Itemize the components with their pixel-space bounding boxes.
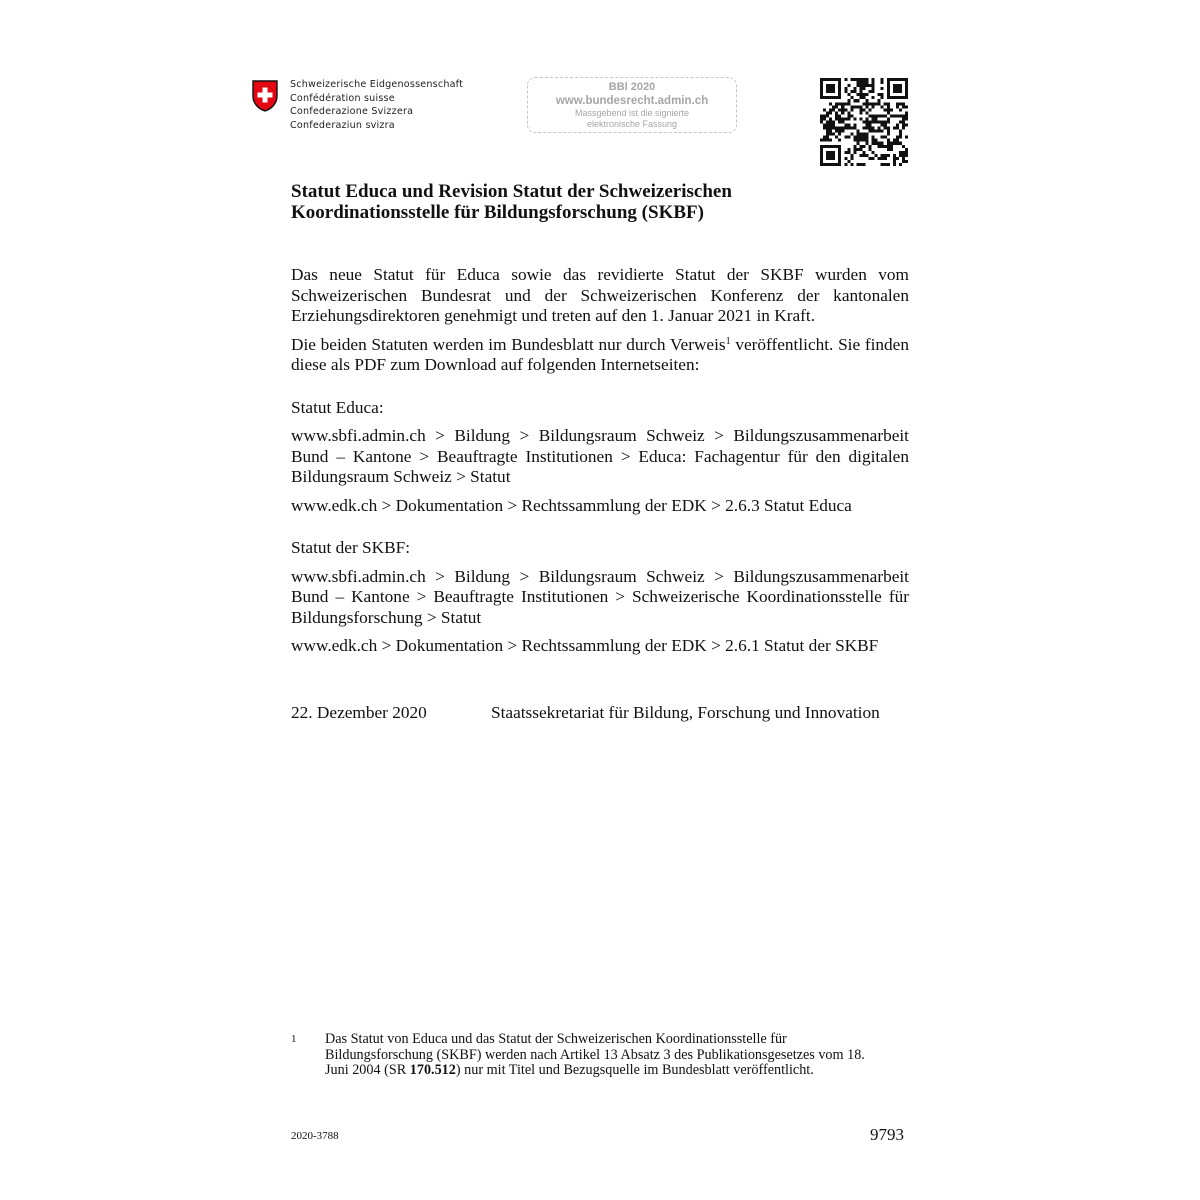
document-title	[291, 181, 911, 223]
paragraph-publication	[291, 335, 909, 376]
footnote	[291, 1032, 911, 1079]
confederation-line-it: Confederazione Svizzera	[290, 106, 414, 117]
issuing-authority: Staatssekretariat für Bildung, Forschung und Innovation	[491, 702, 880, 722]
qr-code-icon	[820, 78, 908, 166]
confederation-name-lines	[290, 78, 463, 132]
footnote-text-start: Das Statut von Educa und das Statut der Schweizerischen Koordinationsstelle für Bildungsforschung (SKBF) werden nach Artikel 13 Absatz 3 des Publikationsgesetzes vom 18. Juni 2004 (SR	[325, 1031, 865, 1078]
skbf-path-edk[interactable]: www.edk.ch > Dokumentation > Rechtssammlung der EDK > 2.6.1 Statut der SKBF	[291, 636, 879, 655]
confederation-line-de: Schweizerische Eidgenossenschaft	[290, 79, 464, 90]
heading-statut-educa: Statut Educa:	[291, 397, 384, 417]
confederation-line-fr: Confédération suisse	[290, 92, 395, 104]
document-body	[291, 265, 909, 723]
educa-path-edk[interactable]: www.edk.ch > Dokumentation > Rechtssammlung der EDK > 2.6.3 Statut Educa	[291, 495, 852, 515]
paragraph-intro: Das neue Statut für Educa sowie das revidierte Statut der SKBF wurden vom Schweizerischen Bundesrat und der Schweizerischen Konferenz der kantonalen Erziehungsdirektoren genehmigt und treten auf den 1. Januar 2021 in Kraft.	[291, 265, 909, 325]
footnote-sr-number: 170.512	[409, 1062, 456, 1078]
paragraph-publication-text-rest: veröffentlicht. Sie finden diese als PDF zum Download auf folgenden Internetseiten:	[291, 334, 909, 374]
document-code: 2020-3788	[291, 1130, 339, 1142]
footnote-reference[interactable]: 1	[725, 335, 731, 347]
document-date: 22. Dezember 2020	[291, 702, 427, 722]
title-line-1: Statut Educa und Revision Statut der Schweizerischen	[291, 181, 732, 202]
bbl-stamp	[527, 77, 737, 133]
swiss-shield-icon	[252, 80, 278, 112]
paragraph-publication-text: Die beiden Statuten werden im Bundesblatt nur durch Verweis	[291, 334, 726, 354]
stamp-reference: BBl 2020	[608, 81, 656, 93]
confederation-line-rm: Confederaziun svizra	[290, 119, 395, 131]
page-number: 9793	[870, 1125, 904, 1144]
skbf-path-sbfi[interactable]: www.sbfi.admin.ch > Bildung > Bildungsraum Schweiz > Bildungszusammenarbeit Bund – Kantone > Beauftragte Institutionen > Schweizerische Koordinationsstelle für Bildungsforschung > Statut	[291, 566, 909, 627]
footnote-marker: 1	[291, 1033, 297, 1045]
stamp-url: www.bundesrecht.admin.ch	[555, 95, 709, 107]
swiss-confederation-logo	[252, 78, 463, 132]
stamp-note-line2: elektronische Fassung	[586, 119, 678, 129]
footnote-text	[325, 1032, 885, 1079]
stamp-note-line1: Massgebend ist die signierte	[574, 108, 690, 118]
footnote-text-end: ) nur mit Titel und Bezugsquelle im Bundesblatt veröffentlicht.	[455, 1062, 814, 1078]
title-line-2: Koordinationsstelle für Bildungsforschung (SKBF)	[291, 202, 704, 223]
educa-path-sbfi[interactable]: www.sbfi.admin.ch > Bildung > Bildungsraum Schweiz > Bildungszusammenarbeit Bund – Kantone > Beauftragte Institutionen > Educa: Fachagentur für den digitalen Bildungsraum Schweiz > Statut	[291, 426, 909, 486]
heading-statut-skbf: Statut der SKBF:	[291, 538, 411, 557]
signature-row	[291, 703, 909, 724]
